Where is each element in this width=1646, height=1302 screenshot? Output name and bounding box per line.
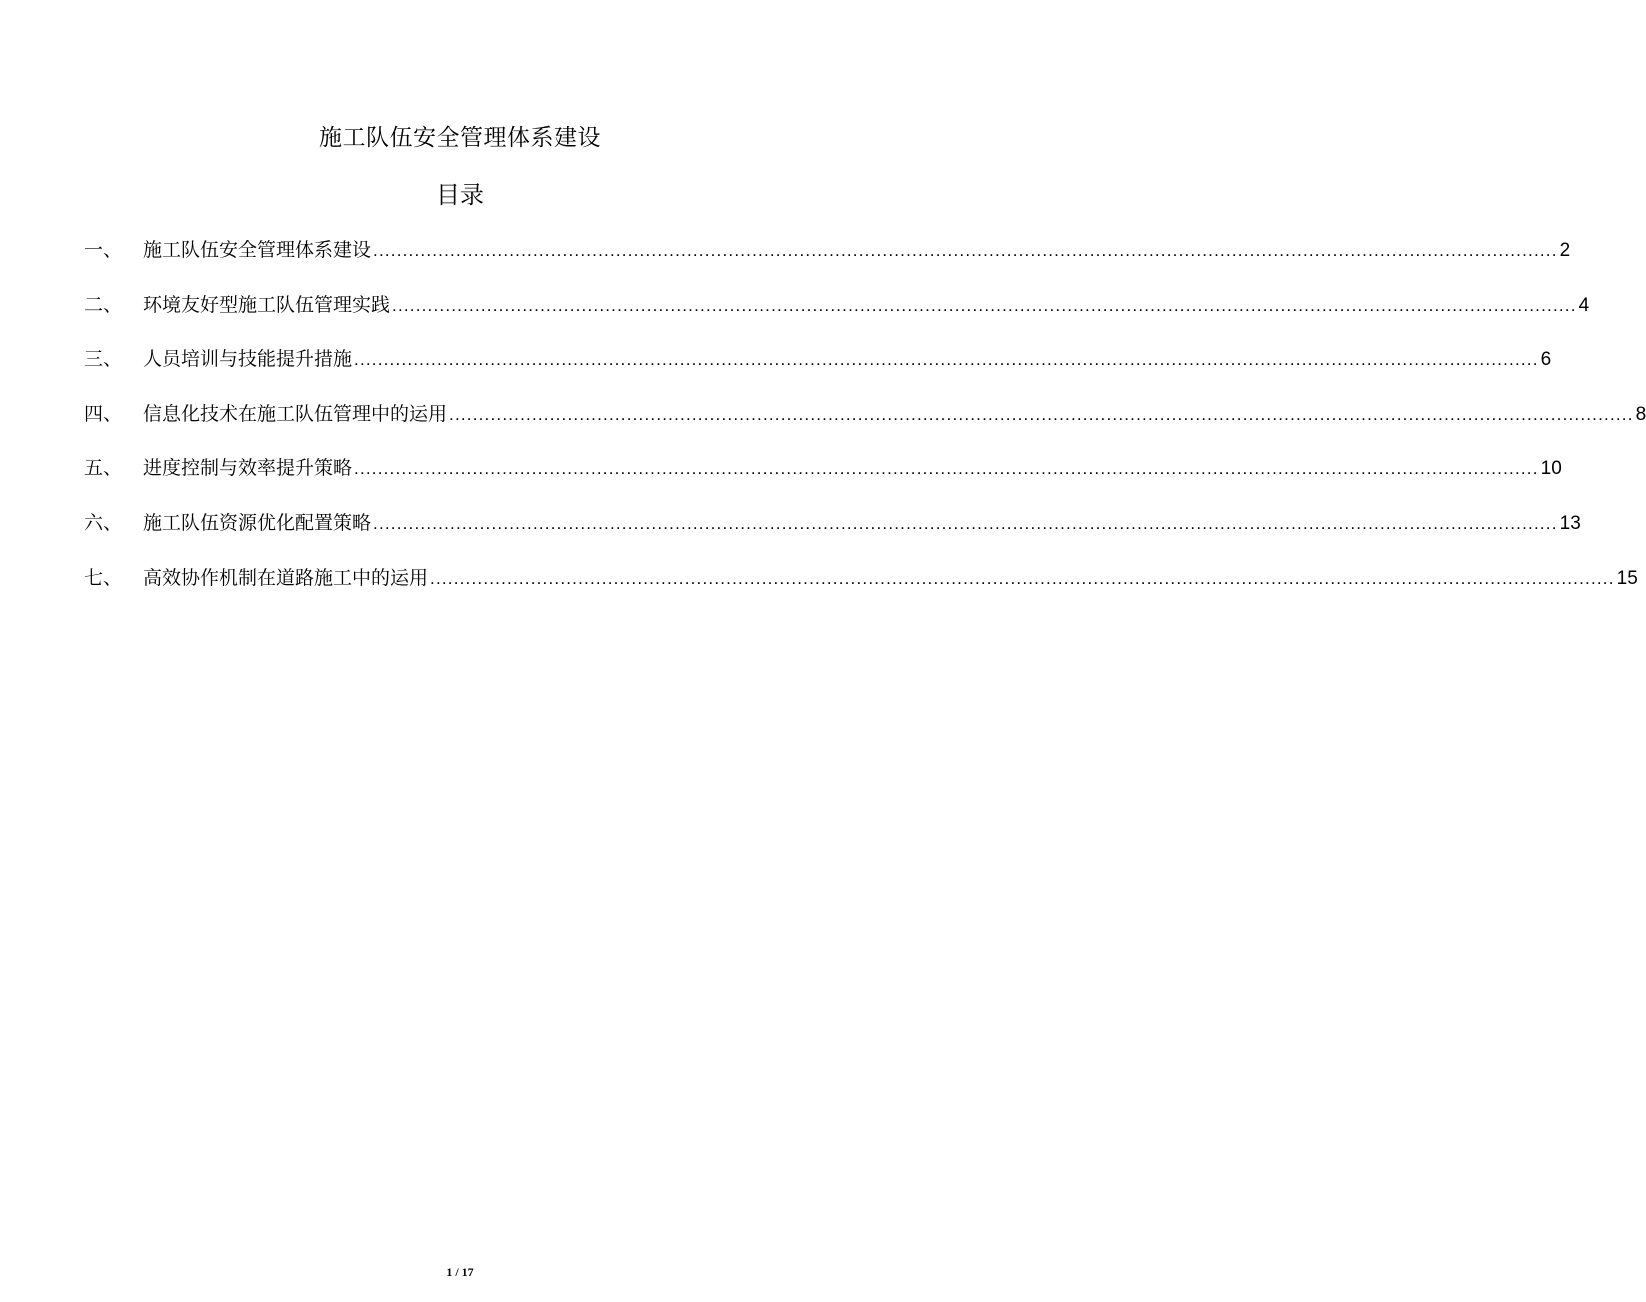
toc-entry-page: 2 bbox=[1559, 240, 1571, 261]
table-of-contents bbox=[84, 232, 1646, 614]
toc-entry-title[interactable]: 环境友好型施工队伍管理实践 bbox=[143, 293, 391, 316]
toc-entry-page: 4 bbox=[1578, 294, 1590, 316]
toc-dot-leader: ........................................................................................................................................................................................................ bbox=[449, 404, 1634, 424]
toc-entry-number: 七、 bbox=[84, 566, 123, 589]
toc-dot-leader: ........................................................................................................................................................................................................ bbox=[373, 513, 1558, 533]
toc-entry[interactable] bbox=[84, 560, 1638, 615]
toc-dot-leader: ........................................................................................................................................................................................................ bbox=[430, 568, 1615, 588]
toc-entry-title[interactable]: 施工队伍安全管理体系建设 bbox=[143, 239, 372, 261]
toc-entry-title[interactable]: 高效协作机制在道路施工中的运用 bbox=[143, 566, 429, 589]
toc-entry-number: 一、 bbox=[84, 239, 123, 261]
toc-dot-leader: ........................................................................................................................................................................................................ bbox=[392, 295, 1577, 315]
toc-heading: 目录 bbox=[436, 181, 484, 209]
toc-entry[interactable] bbox=[84, 396, 1646, 451]
toc-entry-page: 15 bbox=[1616, 567, 1638, 589]
document-title: 施工队伍安全管理体系建设 bbox=[319, 125, 601, 151]
toc-entry-number: 四、 bbox=[84, 402, 123, 425]
toc-entry-page: 6 bbox=[1540, 349, 1552, 371]
toc-entry[interactable] bbox=[84, 287, 1590, 342]
toc-entry[interactable] bbox=[84, 450, 1562, 505]
toc-entry-page: 10 bbox=[1540, 458, 1562, 480]
toc-dot-leader: ........................................................................................................................................................................................................ bbox=[373, 241, 1558, 260]
toc-entry-page: 13 bbox=[1559, 512, 1581, 534]
toc-entry-title[interactable]: 施工队伍资源优化配置策略 bbox=[143, 511, 372, 534]
toc-dot-leader: ........................................................................................................................................................................................................ bbox=[354, 459, 1539, 479]
toc-entry-title[interactable]: 信息化技术在施工队伍管理中的运用 bbox=[143, 402, 448, 425]
toc-dot-leader: ........................................................................................................................................................................................................ bbox=[354, 350, 1539, 370]
toc-entry[interactable] bbox=[84, 505, 1581, 560]
toc-entry-number: 六、 bbox=[84, 511, 123, 534]
toc-entry[interactable] bbox=[84, 232, 1571, 287]
page-number-footer: 1 / 17 bbox=[446, 1265, 474, 1279]
toc-entry-page: 8 bbox=[1635, 403, 1646, 425]
toc-entry-title[interactable]: 人员培训与技能提升措施 bbox=[143, 348, 353, 371]
toc-entry-title[interactable]: 进度控制与效率提升策略 bbox=[143, 457, 353, 480]
toc-entry-number: 三、 bbox=[84, 348, 123, 371]
toc-entry-number: 二、 bbox=[84, 293, 123, 316]
toc-entry[interactable] bbox=[84, 341, 1552, 396]
toc-entry-number: 五、 bbox=[84, 457, 123, 480]
